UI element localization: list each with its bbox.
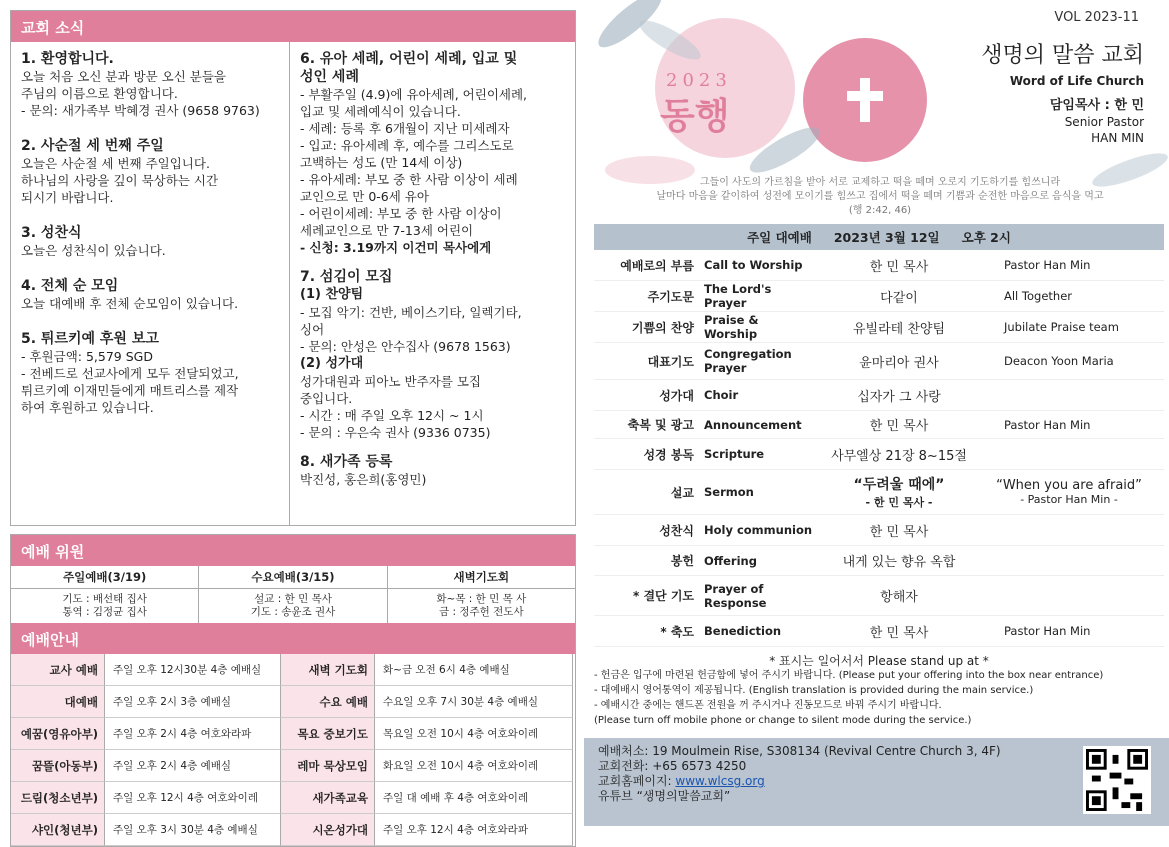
item-korean bbox=[594, 522, 694, 539]
item-korean-text: 예배로의 부름 bbox=[620, 258, 694, 273]
service-time-cell: 목요일 오전 10시 4층 여호와이레 bbox=[375, 718, 573, 750]
item-korean-text: 대표기도 bbox=[647, 354, 694, 369]
service-name-cell: 교사 예배 bbox=[11, 654, 105, 686]
item-english-text: Scripture bbox=[704, 447, 765, 461]
item-person-english bbox=[984, 418, 1154, 432]
news-body: 성가대원과 피아노 반주자를 모집 중입니다. - 시간 : 매 주일 오후 12시 ~ 1시 - 문의 : 우은숙 권사 (9336 0735) bbox=[300, 374, 491, 440]
item-person-english bbox=[984, 478, 1154, 506]
worship-order-row bbox=[594, 411, 1164, 439]
service-name-cell: 새가족교육 bbox=[281, 782, 375, 814]
worship-order bbox=[594, 224, 1164, 647]
item-person-text: 항해자 bbox=[880, 590, 918, 605]
news-body: 오늘 처음 오신 분과 방문 오신 분들을 주님의 이름으로 환영합니다. - 문의: 새가족부 박혜경 권사 (9658 9763) bbox=[21, 69, 260, 118]
worship-order-row bbox=[594, 616, 1164, 647]
service-notes: - 헌금은 입구에 마련된 헌금함에 넣어 주시기 바랍니다. (Please put your offering into the box near entrance) - 대예배시 영어통역이 제공됩니다. (English translation is provided during the main service.) - 예배시간 중에는 핸드폰 전원을 꺼 주시거나 진동모드로 바꿔 주시기 바랍니다. (Please turn off mobile phone or change to silent mode during the service.) bbox=[594, 670, 1104, 726]
youtube: 유튜브 “생명의말씀교회” bbox=[598, 789, 731, 803]
item-person-english-text: All Together bbox=[1004, 289, 1072, 303]
item-korean-text: * 결단 기도 bbox=[633, 589, 694, 603]
item-person bbox=[814, 352, 984, 371]
news-heading: 6. 유아 세례, 어린이 세례, 입교 및 성인 세례 bbox=[300, 51, 518, 85]
item-person-text: 십자가 그 사랑 bbox=[857, 389, 941, 405]
service-name-cell: 예꿈(영유아부) bbox=[11, 718, 105, 750]
item-person bbox=[814, 386, 984, 405]
website-label: 교회홈페이지: bbox=[598, 774, 676, 788]
worship-order-row bbox=[594, 250, 1164, 281]
item-english-text: Sermon bbox=[704, 485, 754, 499]
worship-order-row bbox=[594, 546, 1164, 576]
pastor-title-english: Senior Pastor bbox=[1064, 115, 1144, 129]
item-korean bbox=[594, 387, 694, 404]
item-person bbox=[814, 622, 984, 641]
contact-footer bbox=[584, 738, 1169, 826]
item-korean bbox=[594, 319, 694, 336]
item-korean bbox=[594, 353, 694, 370]
news-heading: 5. 튀르키예 후원 보고 bbox=[21, 331, 159, 347]
item-korean-text: 주기도문 bbox=[647, 289, 694, 304]
stand-note: * 표시는 일어서서 Please stand up at * bbox=[769, 654, 989, 668]
item-korean bbox=[594, 446, 694, 463]
service-time-cell: 주일 오후 2시 3층 예배실 bbox=[105, 686, 281, 718]
volume-number: VOL 2023-11 bbox=[1054, 10, 1139, 25]
news-body: 박진성, 홍은희(홍영민) bbox=[300, 472, 427, 487]
services-table bbox=[11, 654, 575, 846]
news-body: 오늘 대예배 후 전체 순모임이 있습니다. bbox=[21, 296, 239, 311]
church-name-english: Word of Life Church bbox=[1009, 74, 1144, 88]
service-time-cell: 주일 오후 3시 30분 4층 예배실 bbox=[105, 814, 281, 846]
item-korean bbox=[594, 288, 694, 305]
item-korean bbox=[594, 484, 694, 501]
news-subheading: (2) 성가대 bbox=[300, 356, 364, 371]
item-korean-text: 설교 bbox=[670, 485, 694, 500]
worship-order-row bbox=[594, 281, 1164, 312]
item-person-text: 한 민 목사 bbox=[869, 524, 929, 540]
officers-col-head: 수요예배(3/15) bbox=[199, 566, 386, 589]
item-korean-text: 봉헌 bbox=[670, 554, 694, 568]
item-person-english bbox=[984, 289, 1154, 303]
item-english-text: Prayer of Response bbox=[704, 581, 767, 610]
item-person-english-text: Jubilate Praise team bbox=[1004, 320, 1119, 334]
item-person-english bbox=[984, 258, 1154, 272]
officers-col-head: 새벽기도회 bbox=[388, 566, 575, 589]
officers-col-body: 화~목 : 한 민 목 사 금 : 정주헌 전도사 bbox=[436, 593, 527, 618]
item-person bbox=[814, 256, 984, 275]
service-time: 오후 2시 bbox=[961, 230, 1011, 245]
sermon-preacher: - Pastor Han Min - bbox=[1020, 493, 1118, 506]
service-time-cell: 화요일 오전 10시 4층 여호와이레 bbox=[375, 750, 573, 782]
item-english bbox=[694, 388, 814, 402]
worship-order-row bbox=[594, 343, 1164, 380]
worship-order-header bbox=[594, 224, 1164, 250]
service-time-cell: 주일 오후 2시 4층 예배실 bbox=[105, 750, 281, 782]
item-person bbox=[814, 586, 984, 605]
website-link[interactable]: www.wlcsg.org bbox=[675, 774, 765, 788]
item-english bbox=[694, 313, 814, 341]
item-person-text: 한 민 목사 bbox=[869, 259, 929, 275]
item-korean-text: 성가대 bbox=[659, 388, 694, 403]
item-english bbox=[694, 258, 814, 272]
officers-and-services-panel bbox=[10, 534, 576, 847]
news-heading: 2. 사순절 세 번째 주일 bbox=[21, 138, 164, 154]
officers-col-body: 기도 : 배선태 집사 통역 : 김정균 집사 bbox=[62, 593, 147, 618]
item-person-text: 한 민 목사 bbox=[869, 625, 929, 641]
item-person-english bbox=[984, 354, 1154, 368]
item-english bbox=[694, 523, 814, 537]
church-news-panel bbox=[10, 10, 576, 526]
service-time-cell: 주일 오후 12시 4층 여호와라파 bbox=[375, 814, 573, 846]
item-person bbox=[814, 415, 984, 434]
pastor-korean: 담임목사 : 한 민 bbox=[1049, 98, 1144, 113]
pastor-name-english: HAN MIN bbox=[1091, 131, 1144, 145]
service-date: 2023년 3월 12일 bbox=[833, 230, 940, 245]
item-korean-text: * 축도 bbox=[660, 624, 694, 639]
item-english bbox=[694, 624, 814, 638]
item-english bbox=[694, 347, 814, 375]
item-person bbox=[814, 551, 984, 570]
item-english-text: Announcement bbox=[704, 417, 802, 432]
qr-code-icon bbox=[1083, 746, 1151, 814]
item-person-text: 윤마리아 권사 bbox=[859, 355, 939, 371]
item-english bbox=[694, 447, 814, 461]
service-name-cell: 시온성가대 bbox=[281, 814, 375, 846]
service-name-cell: 새벽 기도회 bbox=[281, 654, 375, 686]
phone: 교회전화: +65 6573 4250 bbox=[598, 759, 747, 773]
item-person-text: “두려울 때에” bbox=[853, 477, 945, 493]
service-name-cell: 목요 중보기도 bbox=[281, 718, 375, 750]
service-time-cell: 수요일 오후 7시 30분 4층 예배실 bbox=[375, 686, 573, 718]
bulletin-cover bbox=[590, 0, 1169, 826]
bible-verse: 그들이 사도의 가르침을 받아 서로 교제하고 떡을 떼며 오로지 기도하기를 힘쓰니라 날마다 마음을 같이하여 성전에 모이기를 힘쓰고 집에서 떡을 떼며 기쁨과 순전한 마음으로 음식을 먹고 (행 2:42, 46) bbox=[656, 177, 1104, 216]
item-person-text: 다같이 bbox=[880, 290, 918, 306]
service-time-cell: 주일 오후 12시 4층 여호와이레 bbox=[105, 782, 281, 814]
item-korean bbox=[594, 623, 694, 640]
item-english bbox=[694, 582, 814, 610]
worship-order-row bbox=[594, 470, 1164, 515]
news-body: 오늘은 사순절 세 번째 주일입니다. 하나님의 사랑을 깊이 묵상하는 시간 되시기 바랍니다. bbox=[21, 156, 219, 205]
service-time-cell: 주일 오후 2시 4층 여호와라파 bbox=[105, 718, 281, 750]
news-heading: 3. 성찬식 bbox=[21, 225, 82, 241]
officers-col-body: 설교 : 한 민 목사 기도 : 송윤조 권사 bbox=[250, 593, 336, 618]
item-person bbox=[814, 445, 984, 464]
service-name-cell: 레마 묵상모임 bbox=[281, 750, 375, 782]
item-english-text: Benediction bbox=[704, 624, 782, 638]
item-korean bbox=[594, 416, 694, 433]
service-name-cell: 드림(청소년부) bbox=[11, 782, 105, 814]
theme-motto: 동행 bbox=[660, 96, 730, 137]
service-time-cell: 화~금 오전 6시 4층 예배실 bbox=[375, 654, 573, 686]
item-person bbox=[814, 474, 984, 510]
item-person bbox=[814, 318, 984, 337]
item-person-english-text: “When you are afraid” bbox=[996, 478, 1142, 493]
senior-pastor bbox=[1050, 98, 1144, 146]
theme-year: 2023 bbox=[666, 70, 732, 91]
item-person-text: 유빌라테 찬양팀 bbox=[852, 321, 946, 337]
item-person-english bbox=[984, 624, 1154, 638]
item-english-text: The Lord's Prayer bbox=[704, 282, 772, 310]
item-korean bbox=[594, 552, 694, 569]
item-person-english-text: Pastor Han Min bbox=[1004, 258, 1091, 272]
sermon-preacher: - 한 민 목사 - bbox=[865, 496, 933, 509]
worship-order-row bbox=[594, 380, 1164, 411]
item-korean bbox=[594, 257, 694, 274]
item-person-english-text: Pastor Han Min bbox=[1004, 624, 1091, 638]
news-heading: 8. 새가족 등록 bbox=[300, 454, 393, 470]
item-english-text: Choir bbox=[704, 388, 739, 402]
news-body: - 후원금액: 5,579 SGD - 전베드로 선교사에게 모두 전달되었고, 튀르키예 이재민들에게 매트리스를 제작 하여 후원하고 있습니다. bbox=[21, 349, 239, 415]
officers-table bbox=[11, 566, 575, 623]
item-person-text: 내게 있는 향유 옥합 bbox=[842, 555, 956, 570]
worship-order-row bbox=[594, 576, 1164, 616]
item-person-english-text: Pastor Han Min bbox=[1004, 417, 1091, 432]
item-english bbox=[694, 485, 814, 499]
item-english bbox=[694, 418, 814, 432]
item-person bbox=[814, 521, 984, 540]
worship-order-row bbox=[594, 515, 1164, 546]
item-person-text: 사무엘상 21장 8~15절 bbox=[831, 448, 967, 464]
news-body-bold: - 신청: 3.19까지 이건미 목사에게 bbox=[300, 240, 492, 255]
item-person-english bbox=[984, 320, 1154, 334]
item-english bbox=[694, 554, 814, 568]
news-body: - 모집 악기: 건반, 베이스기타, 일렉기타, 싱어 - 문의: 안성은 안수집사 (9678 1563) bbox=[300, 305, 522, 354]
news-column-2 bbox=[290, 42, 575, 525]
service-name: 주일 대예배 bbox=[747, 230, 812, 245]
item-korean-text: 축복 및 광고 bbox=[627, 418, 694, 432]
item-korean bbox=[594, 587, 694, 604]
address: 예배처소: 19 Moulmein Rise, S308134 (Revival Centre Church 3, 4F) bbox=[598, 744, 1001, 758]
service-name-cell: 수요 예배 bbox=[281, 686, 375, 718]
service-time-cell: 주일 오후 12시30분 4층 예배실 bbox=[105, 654, 281, 686]
news-body: - 부활주일 (4.9)에 유아세례, 어린이세례, 입교 및 세례예식이 있습니다. - 세례: 등록 후 6개월이 지난 미세례자 - 입교: 유아세례 후, 예수를 그리스도로 고백하는 성도 (만 14세 이상) - 유아세례: 부모 중 한 사람 이상이 세례 교인으로 만 0-6세 유아 - 어린이세례: 부모 중 한 사람 이상이 세례교인으로 만 7-13세 어린이 bbox=[300, 87, 528, 238]
news-heading: 1. 환영합니다. bbox=[21, 51, 114, 67]
item-person bbox=[814, 287, 984, 306]
news-subheading: (1) 찬양팀 bbox=[300, 287, 364, 302]
item-english-text: Congregation Prayer bbox=[704, 347, 792, 375]
item-english-text: Praise & Worship bbox=[704, 313, 759, 341]
item-korean-text: 성경 봉독 bbox=[643, 447, 694, 462]
item-person-english-text: Deacon Yoon Maria bbox=[1004, 354, 1114, 368]
worship-order-row bbox=[594, 312, 1164, 343]
item-english-text: Holy communion bbox=[704, 523, 813, 537]
services-title: 예배안내 bbox=[11, 623, 575, 654]
item-english-text: Call to Worship bbox=[704, 258, 803, 272]
item-english-text: Offering bbox=[704, 553, 757, 568]
news-body: 오늘은 성찬식이 있습니다. bbox=[21, 243, 166, 258]
item-korean-text: 성찬식 bbox=[659, 523, 694, 538]
item-korean-text: 기쁨의 찬양 bbox=[631, 320, 694, 335]
church-name-korean: 생명의 말씀 교회 bbox=[981, 43, 1144, 68]
service-name-cell: 샤인(청년부) bbox=[11, 814, 105, 846]
item-person-text: 한 민 목사 bbox=[869, 419, 929, 434]
worship-order-row bbox=[594, 439, 1164, 470]
news-heading: 7. 섬김이 모집 bbox=[300, 269, 393, 285]
news-heading: 4. 전체 순 모임 bbox=[21, 278, 119, 294]
service-time-cell: 주일 대 예배 후 4층 여호와이레 bbox=[375, 782, 573, 814]
item-english bbox=[694, 282, 814, 310]
service-name-cell: 대예배 bbox=[11, 686, 105, 718]
church-news-title: 교회 소식 bbox=[11, 11, 575, 42]
officers-title: 예배 위원 bbox=[11, 535, 575, 566]
news-column-1 bbox=[11, 42, 290, 525]
officers-col-head: 주일예배(3/19) bbox=[11, 566, 198, 589]
service-name-cell: 꿈뜰(아동부) bbox=[11, 750, 105, 782]
